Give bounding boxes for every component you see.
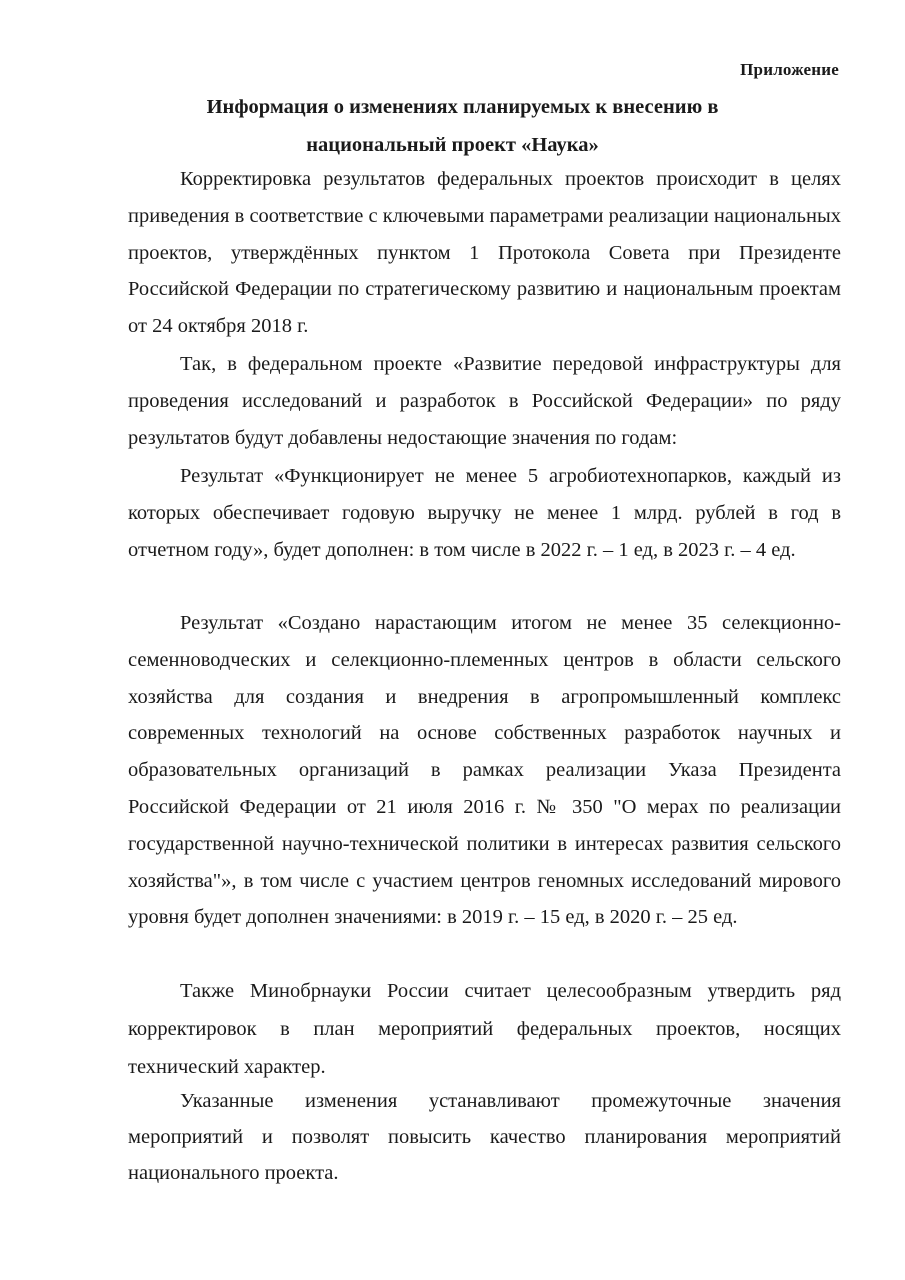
paragraph-changes-effect: Указанные изменения устанавливают промежуточные значения мероприятий и позволят повысить качество планирования мероприятий национального проекта.: [128, 1090, 841, 1184]
paragraph-breeding-centers-result: Результат «Создано нарастающим итогом не менее 35 селекционно-семенноводческих и селекционно-племенных центров в области сельского хозяйства для создания и внедрения в агропромышленный комплекс современных технологий на основе собственных разработок научных и образовательных организаций в рамках реализации Указа Президента Российской Федерации от 21 июля 2016 г. № 350 "О мерах по реализации государственной научно-технической политики в интересах развития сельского хозяйства"», в том числе с участием центров геномных исследований мирового уровня будет дополнен значениями: в 2019 г. – 15 ед, в 2020 г. – 25 ед.: [128, 612, 841, 929]
paragraph-correction-purpose: Корректировка результатов федеральных проектов происходит в целях приведения в соответствие с ключевыми параметрами реализации национальных проектов, утверждённых пунктом 1 Протокола Совета при Президенте Российской Федерации по стратегическому развитию и национальным проектам от 24 октября 2018 г.: [128, 168, 841, 338]
paragraph-ministry-corrections: Также Минобрнауки России считает целесообразным утвердить ряд корректировок в план мероприятий федеральных проектов, носящих технический характер.: [128, 980, 841, 1078]
appendix-label: Приложение: [740, 60, 839, 79]
paragraph-agrobiotechparks-result: Результат «Функционирует не менее 5 агробиотехнопарков, каждый из которых обеспечивает годовую выручку не менее 1 млрд. рублей в год в отчетном году», будет дополнен: в том числе в 2022 г. – 1 ед, в 2023 г. – 4 ед.: [128, 465, 841, 561]
document-title-line-1: Информация о изменениях планируемых к внесению в: [206, 96, 719, 118]
paragraph-infrastructure-project: Так, в федеральном проекте «Развитие передовой инфраструктуры для проведения исследований и разработок в Российской Федерации» по ряду результатов будут добавлены недостающие значения по годам:: [128, 353, 841, 449]
document-title-line-2: национальный проект «Наука»: [306, 134, 599, 156]
